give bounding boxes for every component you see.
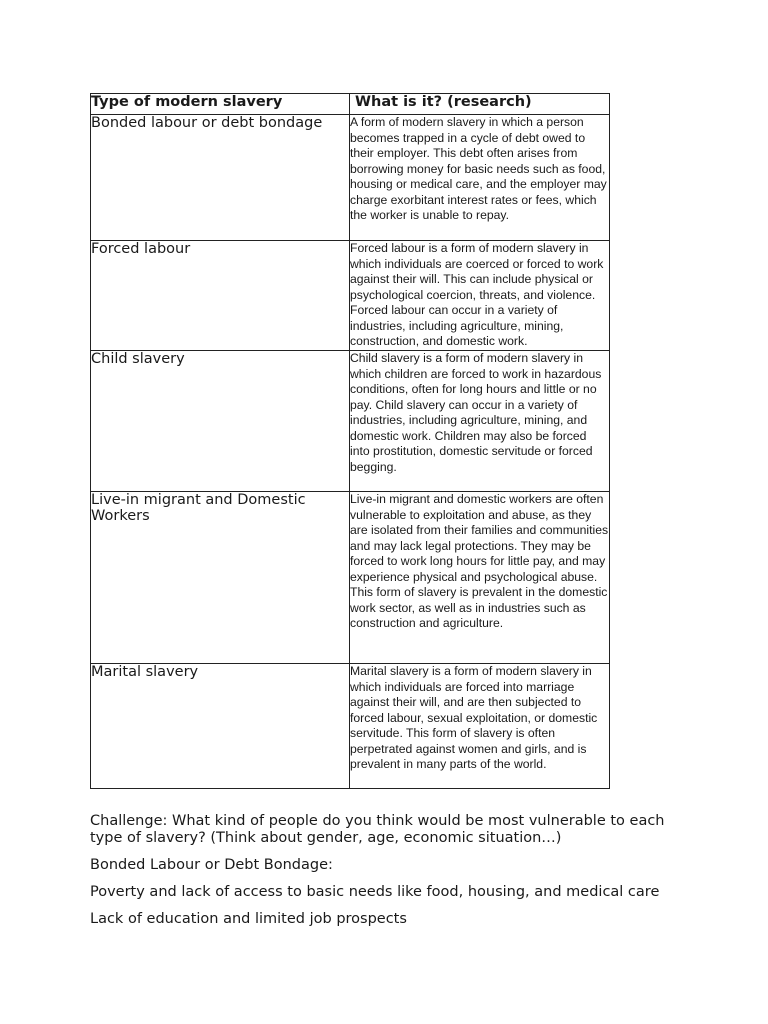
slavery-description-cell: Forced labour is a form of modern slavery in which individuals are coerced or forced to work against their will. This can include physical or psychological coercion, threats, and violence. Forced labour can occur in a variety of industries, including agriculture, mining, construction, and domestic work. [350, 241, 610, 351]
challenge-question: Challenge: What kind of people do you think would be most vulnerable to each type of slavery? (Think about gender, age, economic situation…) [90, 813, 665, 846]
slavery-type-cell: Bonded labour or debt bondage [91, 115, 350, 241]
answer-point: Lack of education and limited job prospects [90, 911, 407, 927]
column-header-description: What is it? (research) [350, 94, 610, 115]
slavery-description-cell: Marital slavery is a form of modern slavery in which individuals are forced into marriage against their will, and are then subjected to forced labour, sexual exploitation, or domestic servitude. This form of slavery is often perpetrated against women and girls, and is prevalent in many parts of the world. [350, 664, 610, 789]
slavery-description-cell: Child slavery is a form of modern slavery in which children are forced to work in hazardous conditions, often for long hours and little or no pay. Child slavery can occur in a variety of industries, including agriculture, mining, and domestic work. Children may also be forced into prostitution, domestic servitude or forced begging. [350, 351, 610, 492]
slavery-type-cell: Forced labour [91, 241, 350, 351]
table-row [91, 241, 610, 351]
answer-heading: Bonded Labour or Debt Bondage: [90, 857, 333, 873]
answer-point: Poverty and lack of access to basic needs like food, housing, and medical care [90, 884, 660, 900]
table-row [91, 351, 610, 492]
column-header-type: Type of modern slavery [91, 94, 350, 115]
slavery-type-cell: Child slavery [91, 351, 350, 492]
slavery-description-cell: Live-in migrant and domestic workers are often vulnerable to exploitation and abuse, as they are isolated from their families and communities and may lack legal protections. They may be forced to work long hours for little pay, and may experience physical and psychological abuse. This form of slavery is prevalent in the domestic work sector, as well as in industries such as construction and agriculture. [350, 492, 610, 664]
slavery-description-cell: A form of modern slavery in which a person becomes trapped in a cycle of debt owed to their employer. This debt often arises from borrowing money for basic needs such as food, housing or medical care, and the employer may charge exorbitant interest rates or fees, which the worker is unable to repay. [350, 115, 610, 241]
slavery-type-cell: Live-in migrant and Domestic Workers [91, 492, 350, 664]
table-row [91, 664, 610, 789]
table-row [91, 115, 610, 241]
table-row [91, 492, 610, 664]
slavery-type-cell: Marital slavery [91, 664, 350, 789]
slavery-types-table [90, 93, 610, 789]
table-header-row [91, 94, 610, 115]
